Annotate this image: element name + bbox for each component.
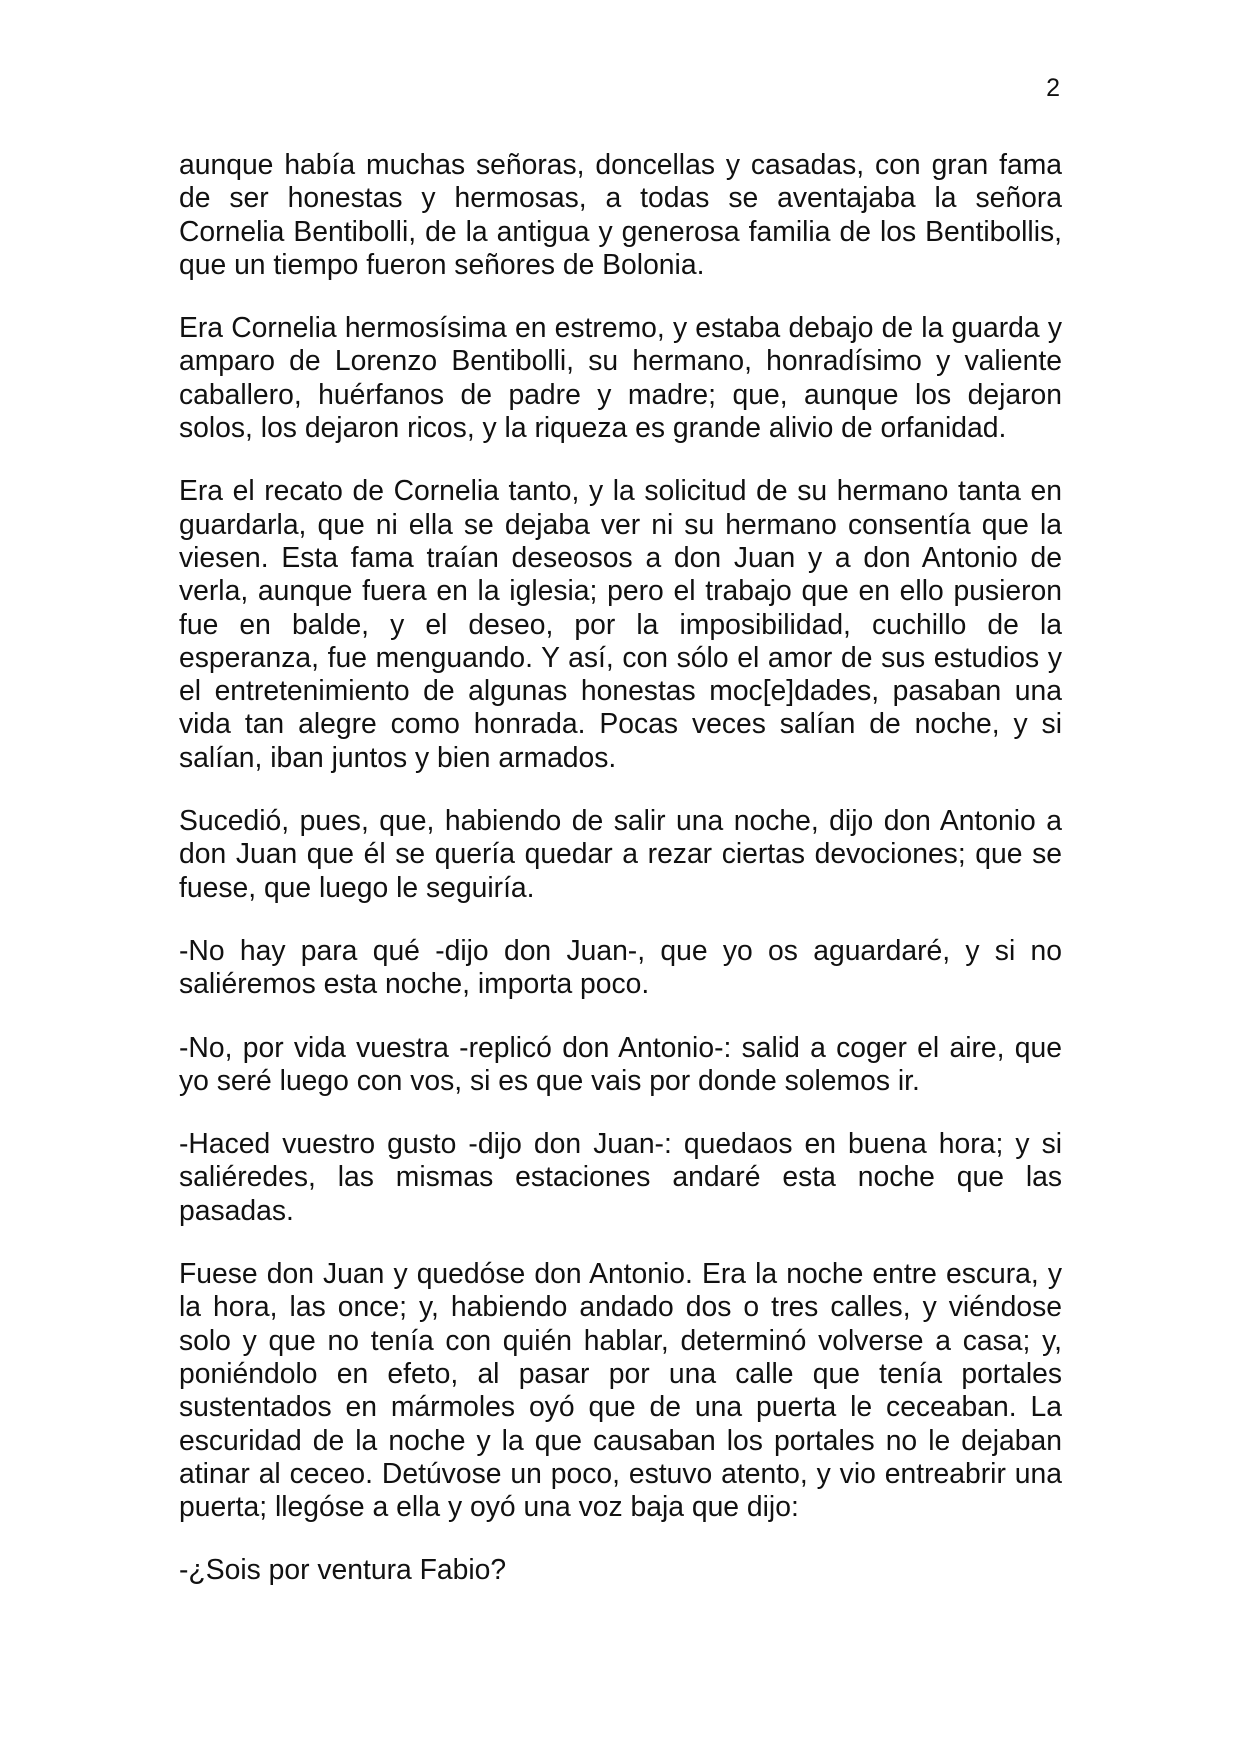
paragraph: aunque había muchas señoras, doncellas y casadas, con gran fama de ser honestas y hermosas, a todas se aventajaba la señora Cornelia Bentibolli, de la antigua y generosa familia de los Bentibollis, que un tiempo fueron señores de Bolonia. [179, 148, 1062, 280]
paragraph: Era Cornelia hermosísima en estremo, y estaba debajo de la guarda y amparo de Lorenzo Bentibolli, su hermano, honradísimo y valiente caballero, huérfanos de padre y madre; que, aunque los dejaron solos, los dejaron ricos, y la riqueza es grande alivio de orfanidad. [179, 311, 1062, 444]
paragraph: -No, por vida vuestra -replicó don Antonio-: salid a coger el aire, que yo seré luego con vos, si es que vais por donde solemos ir. [179, 1030, 1062, 1096]
paragraph: Sucedió, pues, que, habiendo de salir una noche, dijo don Antonio a don Juan que él se quería quedar a rezar ciertas devociones; que se fuese, que luego le seguiría. [179, 804, 1062, 903]
page-number: 2 [1046, 74, 1060, 102]
paragraph: -No hay para qué -dijo don Juan-, que yo os aguardaré, y si no saliéremos esta noche, importa poco. [179, 933, 1062, 1000]
paragraph: -Haced vuestro gusto -dijo don Juan-: quedaos en buena hora; y si saliéredes, las mismas estaciones andaré esta noche que las pasadas. [179, 1127, 1062, 1226]
document-body [179, 148, 1062, 1587]
paragraph: Era el recato de Cornelia tanto, y la solicitud de su hermano tanta en guardarla, que ni ella se dejaba ver ni su hermano consentía que la viesen. Esta fama traían deseosos a don Juan y a don Antonio de verla, aunque fuera en la iglesia; pero el trabajo que en ello pusieron fue en balde, y el deseo, por la imposibilidad, cuchillo de la esperanza, fue menguando. Y así, con sólo el amor de sus estudios y el entretenimiento de algunas honestas moc[e]dades, pasaban una vida tan alegre como honrada. Pocas veces salían de noche, y si salían, iban juntos y bien armados. [179, 474, 1062, 773]
paragraph: Fuese don Juan y quedóse don Antonio. Era la noche entre escura, y la hora, las once; y, habiendo andado dos o tres calles, y viéndose solo y que no tenía con quién hablar, determinó volverse a casa; y, poniéndolo en efeto, al pasar por una calle que tenía portales sustentados en mármoles oyó que de una puerta le ceceaban. La escuridad de la noche y la que causaban los portales no le dejaban atinar al ceceo. Detúvose un poco, estuvo atento, y vio entreabrir una puerta; llegóse a ella y oyó una voz baja que dijo: [179, 1257, 1062, 1523]
paragraph: -¿Sois por ventura Fabio? [179, 1553, 507, 1586]
